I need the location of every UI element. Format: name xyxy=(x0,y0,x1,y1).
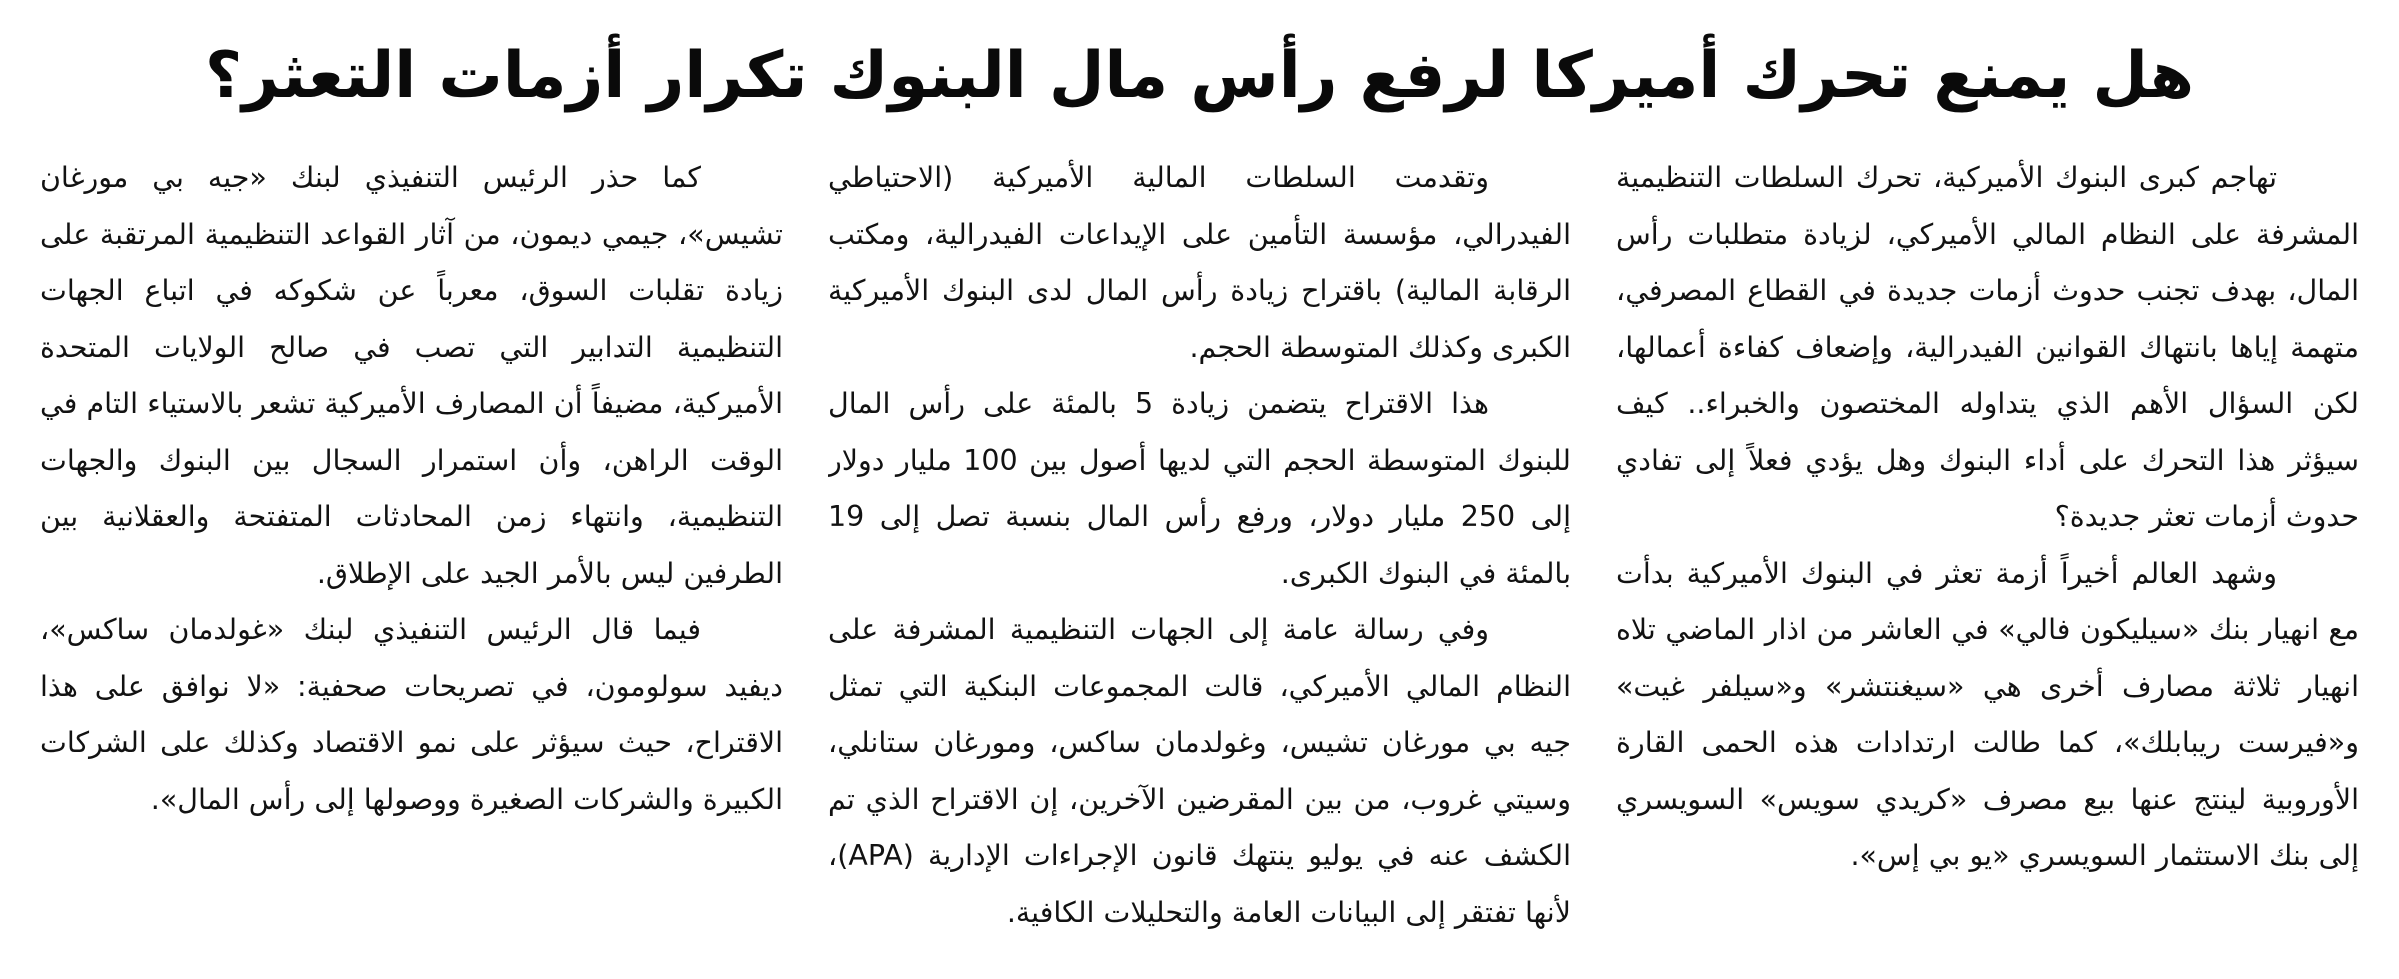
article-paragraph: وشهد العالم أخيراً أزمة تعثر في البنوك الأميركية بدأت مع انهيار بنك «سيليكون فالي» في العاشر من اذار الماضي تلاه انهيار ثلاثة مصارف أخرى هي «سيغنتشر» و«سيلفر غيت» و«فيرست ريبابلك»، كما طالت ارتدادات هذه الحمى القارة الأوروبية لينتج عنها بيع مصرف «كريدي سويس» السويسري إلى بنك الاستثمار السويسري «يو بي إس». xyxy=(1616,556,2359,872)
article-headline: هل يمنع تحرك أميركا لرفع رأس مال البنوك تكرار أزمات التعثر؟ xyxy=(204,39,2195,113)
article-column-1 xyxy=(1616,150,2359,960)
article-column-2 xyxy=(828,150,1571,960)
article-paragraph: كما حذر الرئيس التنفيذي لبنك «جيه بي مورغان تشيس»، جيمي ديمون، من آثار القواعد التنظيمية المرتقبة على زيادة تقلبات السوق، معرباً عن شكوكه في اتباع الجهات التنظيمية التدابير التي تصب في صالح الولايات المتحدة الأميركية، مضيفاً أن المصارف الأميركية تشعر بالاستياء التام في الوقت الراهن، وأن استمرار السجال بين البنوك والجهات التنظيمية، وانتهاء زمن المحادثات المتفتحة والعقلانية بين الطرفين ليس بالأمر الجيد على الإطلاق. xyxy=(40,161,783,590)
article-paragraph: وفي رسالة عامة إلى الجهات التنظيمية المشرفة على النظام المالي الأميركي، قالت المجموعات البنكية التي تمثل جيه بي مورغان تشيس، وغولدمان ساكس، ومورغان ستانلي، وسيتي غروب، من بين المقرضين الآخرين، إن الاقتراح الذي تم الكشف عنه في يوليو ينتهك قانون الإجراءات الإدارية (APA)، لأنها تفتقر إلى البيانات العامة والتحليلات الكافية. xyxy=(828,613,1571,929)
article-body xyxy=(40,150,2359,960)
article-column-3 xyxy=(40,150,783,960)
article-paragraph: تهاجم كبرى البنوك الأميركية، تحرك السلطات التنظيمية المشرفة على النظام المالي الأميركي، لزيادة متطلبات رأس المال، بهدف تجنب حدوث أزمات جديدة في القطاع المصرفي، متهمة إياها بانتهاك القوانين الفيدرالية، وإضعاف كفاءة أعمالها، لكن السؤال الأهم الذي يتداوله المختصون والخبراء.. كيف سيؤثر هذا التحرك على أداء البنوك وهل يؤدي فعلاً إلى تفادي حدوث أزمات تعثر جديدة؟ xyxy=(1616,161,2359,533)
article-paragraph: وتقدمت السلطات المالية الأميركية (الاحتياطي الفيدرالي، مؤسسة التأمين على الإيداعات الفيدرالية، ومكتب الرقابة المالية) باقتراح زيادة رأس المال لدى البنوك الأميركية الكبرى وكذلك المتوسطة الحجم. xyxy=(828,161,1571,364)
article-paragraph: هذا الاقتراح يتضمن زيادة 5 بالمئة على رأس المال للبنوك المتوسطة الحجم التي لديها أصول بين 100 مليار دولار إلى 250 مليار دولار، ورفع رأس المال بنسبة تصل إلى 19 بالمئة في البنوك الكبرى. xyxy=(828,387,1571,590)
article-paragraph: فيما قال الرئيس التنفيذي لبنك «غولدمان ساكس»، ديفيد سولومون، في تصريحات صحفية: «لا نوافق على هذا الاقتراح، حيث سيؤثر على نمو الاقتصاد وكذلك على الشركات الكبيرة والشركات الصغيرة ووصولها إلى رأس المال». xyxy=(40,613,783,816)
